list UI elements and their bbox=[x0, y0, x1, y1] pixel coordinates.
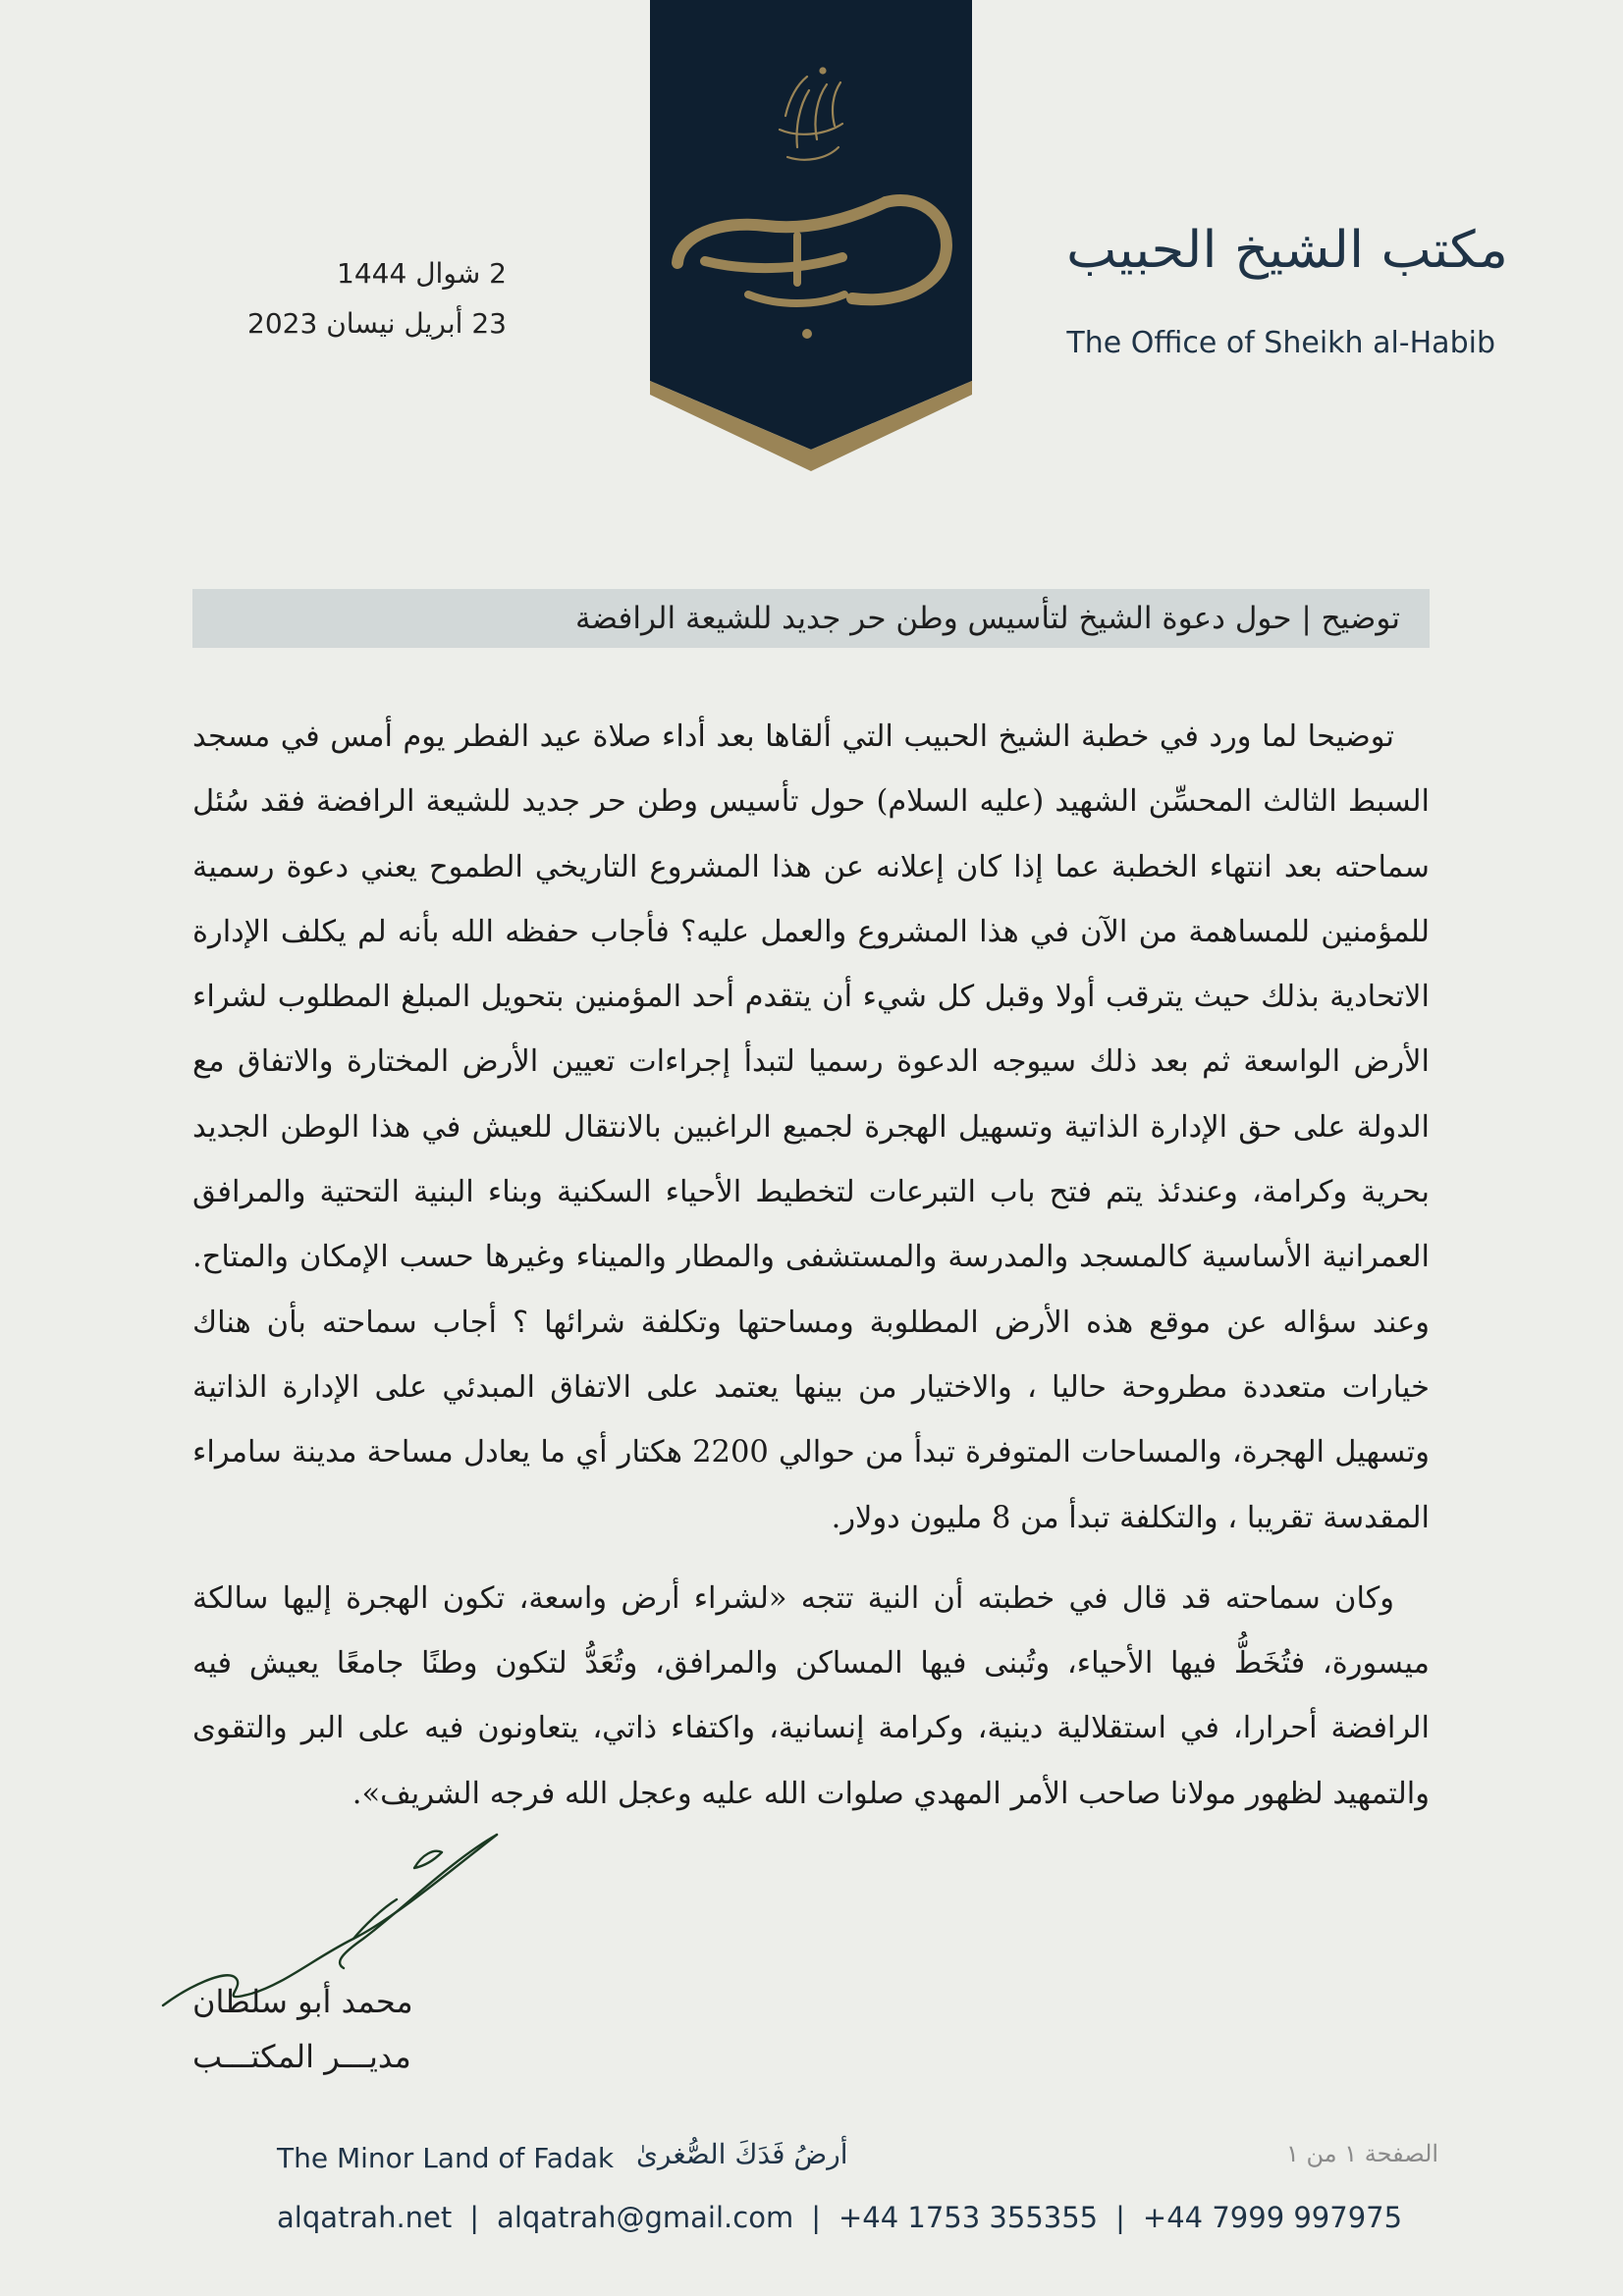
contact-separator: | bbox=[469, 2201, 480, 2234]
website-link[interactable]: alqatrah.net bbox=[277, 2201, 453, 2234]
contact-line bbox=[277, 2201, 1402, 2234]
footer-tagline-english: The Minor Land of Fadak bbox=[277, 2142, 615, 2174]
date-hijri: 2 شوال 1444 bbox=[337, 257, 507, 290]
signer-role: مديـــر المكتـــب bbox=[192, 2038, 411, 2075]
footer-tagline-arabic: أرضُ فَدَكَ الصُّغرىٰ bbox=[636, 2138, 848, 2170]
document-title bbox=[192, 589, 1430, 648]
date-block bbox=[192, 257, 507, 357]
phone-link-1[interactable]: +44 1753 355355 bbox=[838, 2201, 1099, 2234]
office-emblem bbox=[650, 0, 972, 471]
signer-name: محمد أبو سلطان bbox=[192, 1983, 413, 2020]
signer-block bbox=[192, 1983, 428, 2093]
contact-separator: | bbox=[811, 2201, 821, 2234]
page-number: الصفحة ١ من ١ bbox=[1286, 2140, 1439, 2167]
brand-english-name: The Office of Sheikh al-Habib bbox=[1066, 326, 1495, 360]
body-paragraph-1: توضيحا لما ورد في خطبة الشيخ الحبيب التي ألقاها بعد أداء صلاة عيد الفطر يوم أمس في مسجد السبط الثالث المحسِّن الشهيد (عليه السلام) حول تأسيس وطن حر جديد للشيعة الرافضة فقد سُئل سماحته بعد انتهاء الخطبة عما إذا كان إعلانه عن هذا المشروع التاريخي الطموح يعني دعوة رسمية للمؤمنين للمساهمة من الآن في هذا المشروع والعمل عليه؟ فأجاب حفظه الله بأنه لم يكلف الإدارة الاتحادية بذلك حيث يترقب أولا وقبل كل شيء أن يتقدم أحد المؤمنين بتحويل المبلغ المطلوب لشراء الأرض الواسعة ثم بعد ذلك سيوجه الدعوة رسميا لتبدأ إجراءات تعيين الأرض المختارة والاتفاق مع الدولة على حق الإدارة الذاتية وتسهيل الهجرة لجميع الراغبين بالانتقال للعيش في هذا الوطن الجديد بحرية وكرامة، وعندئذ يتم فتح باب التبرعات لتخطيط الأحياء السكنية وبناء البنية التحتية والمرافق العمرانية الأساسية كالمسجد والمدرسة والمستشفى والمطار والميناء وغيرها حسب الإمكان والمتاح. وعند سؤاله عن موقع هذه الأرض المطلوبة ومساحتها وتكلفة شرائها ؟ أجاب سماحته بأن هناك خيارات متعددة مطروحة حاليا ، والاختيار من بينها يعتمد على الاتفاق المبدئي على الإدارة الذاتية وتسهيل الهجرة، والمساحات المتوفرة تبدأ من حوالي 2200 هكتار أي ما يعادل مساحة مدينة سامراء المقدسة تقريبا ، والتكلفة تبدأ من 8 مليون دولار. bbox=[192, 720, 1430, 1535]
phone-link-2[interactable]: +44 7999 997975 bbox=[1142, 2201, 1403, 2234]
contact-separator: | bbox=[1115, 2201, 1125, 2234]
document-body bbox=[192, 705, 1430, 1842]
document-title-text: توضيح | حول دعوة الشيخ لتأسيس وطن حر جديد للشيعة الرافضة bbox=[575, 601, 1400, 636]
body-paragraph-2: وكان سماحته قد قال في خطبته أن النية تتجه «لشراء أرض واسعة، تكون الهجرة إليها سالكة ميسورة، فتُخَطُّ فيها الأحياء، وتُبنى فيها المساكن والمرافق، وتُعَدُّ لتكون وطنًا جامعًا يعيش فيه الرافضة أحرارا، في استقلالية دينية، وكرامة إنسانية، واكتفاء ذاتي، يتعاونون فيه على البر والتقوى والتمهيد لظهور مولانا صاحب الأمر المهدي صلوات الله عليه وعجل الله فرجه الشريف». bbox=[192, 1580, 1430, 1811]
date-gregorian: 23 أبريل نيسان 2023 bbox=[247, 307, 507, 340]
email-link[interactable]: alqatrah@gmail.com bbox=[497, 2201, 794, 2234]
brand-arabic-logo: مكتب الشيخ الحبيب bbox=[1065, 221, 1508, 280]
